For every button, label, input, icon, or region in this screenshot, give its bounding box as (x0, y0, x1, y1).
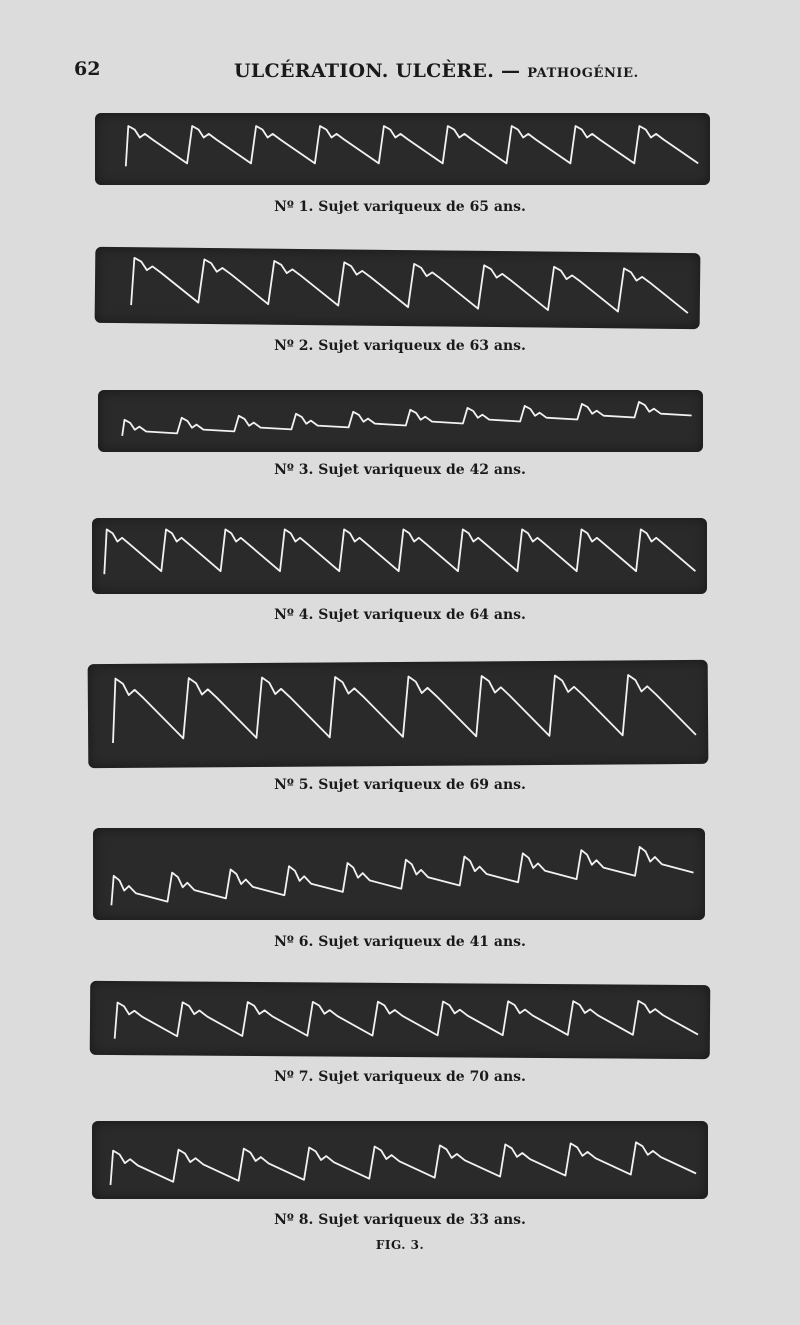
pulse-line (111, 847, 693, 905)
sphygmogram-strip-5 (88, 660, 709, 768)
pulse-line (115, 997, 699, 1043)
tracing-caption-4: Nº 4. Sujet variqueux de 64 ans. (274, 607, 526, 623)
pulse-line (126, 126, 698, 166)
pulse-tracing-8 (92, 1121, 708, 1199)
pulse-tracing-3 (98, 390, 703, 452)
running-header (74, 58, 724, 88)
sphygmogram-strip-8 (92, 1121, 708, 1199)
page-number: 62 (74, 58, 101, 80)
tracing-caption-3: Nº 3. Sujet variqueux de 42 ans. (274, 462, 526, 478)
pulse-tracing-6 (93, 828, 705, 920)
pulse-line (131, 258, 688, 313)
tracing-caption-2: Nº 2. Sujet variqueux de 63 ans. (274, 338, 526, 354)
tracing-caption-5: Nº 5. Sujet variqueux de 69 ans. (274, 777, 526, 793)
sphygmogram-strip-2 (95, 247, 701, 329)
pulse-line (111, 1142, 697, 1185)
pulse-tracing-5 (88, 660, 709, 768)
sphygmogram-strip-4 (92, 518, 707, 594)
pulse-tracing-2 (95, 247, 701, 329)
pulse-line (104, 529, 695, 574)
figure-label: FIG. 3. (375, 1238, 425, 1252)
running-title-main: ULCÉRATION. ULCÈRE. — (234, 60, 521, 82)
tracing-caption-6: Nº 6. Sujet variqueux de 41 ans. (274, 934, 526, 950)
pulse-line (113, 675, 696, 743)
sphygmogram-strip-1 (95, 113, 710, 185)
sphygmogram-strip-6 (93, 828, 705, 920)
pulse-tracing-7 (90, 981, 711, 1059)
pulse-line (122, 402, 691, 436)
sphygmogram-strip-7 (90, 981, 711, 1059)
tracing-caption-8: Nº 8. Sujet variqueux de 33 ans. (274, 1212, 526, 1228)
running-title-sub: PATHOGÉNIE. (527, 66, 639, 81)
sphygmogram-strip-3 (98, 390, 703, 452)
running-title (234, 60, 639, 82)
tracing-caption-7: Nº 7. Sujet variqueux de 70 ans. (274, 1069, 526, 1085)
pulse-tracing-1 (95, 113, 710, 185)
tracing-caption-1: Nº 1. Sujet variqueux de 65 ans. (274, 199, 526, 215)
pulse-tracing-4 (92, 518, 707, 594)
